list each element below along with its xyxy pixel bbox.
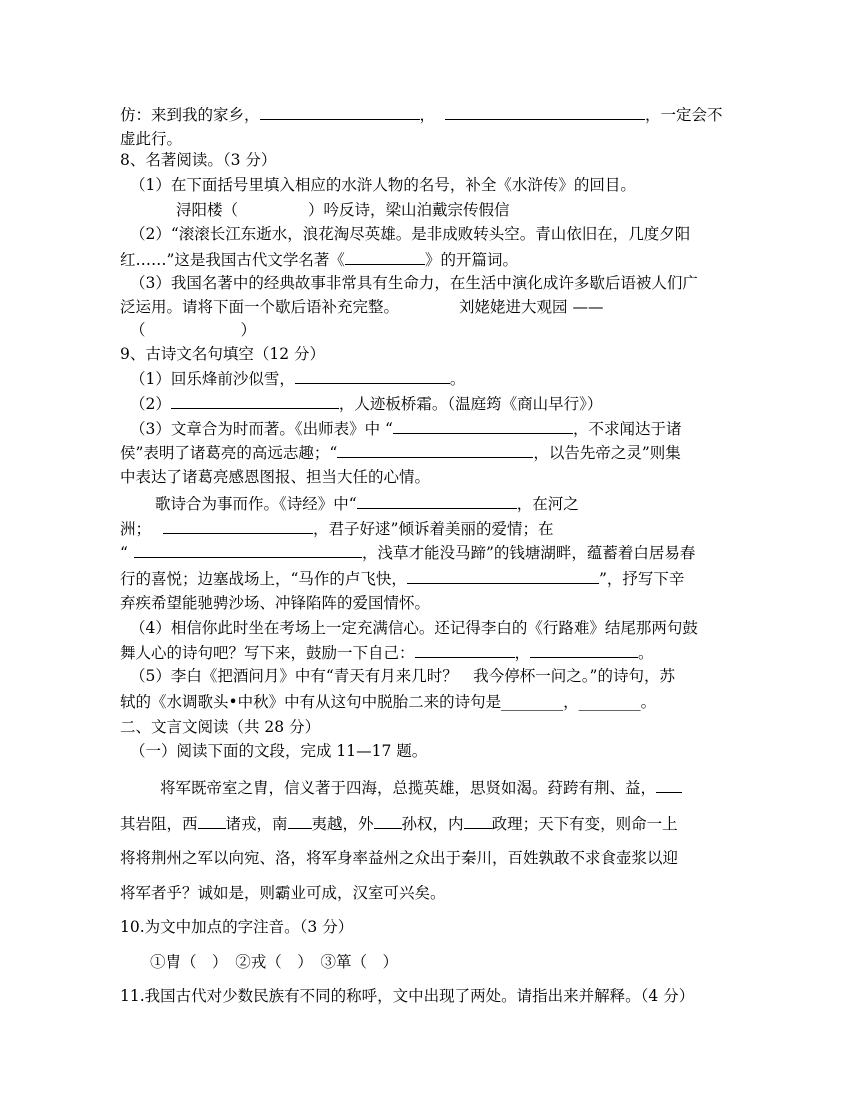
text-line: （3）我国名著中的经典故事非常具有生命力，在生活中演化成许多歇后语被人们广: [130, 274, 698, 292]
answer-blank[interactable]: [260, 102, 420, 120]
text-line: ①胄（ ） ②戎（ ） ③箪（ ）: [150, 953, 399, 971]
text-line: （3）文章合为时而著。《出师表》中 “ ，不求闻达于诸: [130, 416, 755, 441]
answer-blank[interactable]: [464, 811, 492, 829]
question-heading: 8、名著阅读。（3 分）: [120, 151, 277, 169]
text-line: （2）“滚滚长江东逝水，浪花淘尽英雄。是非成败转头空。青山依旧在，几度夕阳: [130, 225, 691, 243]
question-heading: 11.我国古代对少数民族有不同的称呼，文中出现了两处。请指出来并解释。（4 分）: [120, 987, 695, 1005]
answer-blank[interactable]: [198, 811, 226, 829]
answer-blank[interactable]: [163, 516, 313, 534]
answer-blank[interactable]: [134, 540, 362, 558]
text-line: 洲； ，君子好逑”倾诉着美丽的爱情；在: [120, 516, 745, 541]
question-heading: 10.为文中加点的字注音。（3 分）: [120, 918, 354, 936]
text-line: 虚此行。: [120, 130, 183, 148]
section-heading: 二、文言文阅读（共 28 分）: [120, 718, 321, 736]
passage-line: 将军者乎？诚如是，则霸业可成，汉室可兴矣。: [120, 884, 446, 902]
answer-blank[interactable]: [357, 491, 517, 509]
text-line: 红……”这是我国古代文学名著《 》的开篇词。: [120, 247, 745, 272]
text-line: 舞人心的诗句吧？写下来，鼓励一下自己： ， 。: [120, 640, 745, 665]
answer-blank[interactable]: [345, 247, 425, 265]
passage-line: 将将荆州之军以向宛、洛，将军身率益州之众出于秦川，百姓孰敢不求食壶浆以迎: [120, 849, 679, 867]
passage-line: 将军既帝室之胄，信义著于四海，总揽英雄，思贤如渴。荮跨有荆、益，: [160, 775, 785, 800]
answer-blank[interactable]: [393, 416, 573, 434]
text-line: （ ）: [130, 321, 257, 339]
text-line: （一）阅读下面的文段，完成 11—17 题。: [130, 742, 428, 760]
text-line: 歌诗合为事而作。《诗经》中“ ，在河之: [155, 491, 780, 516]
answer-blank[interactable]: [445, 102, 645, 120]
answer-blank[interactable]: [415, 640, 515, 658]
text-line: 轼的《水调歌头•中秋》中有从这句中脱胎二来的诗句是________，________。: [120, 693, 657, 711]
text-line: 中表达了诸葛亮感恩图报、担当大任的心情。: [120, 468, 431, 486]
answer-blank[interactable]: [656, 775, 682, 793]
text-line: 侯”表明了诸葛亮的高远志趣；“ ，以告先帝之灵”则集: [120, 440, 745, 465]
text-line: （1）在下面括号里填入相应的水浒人物的名号，补全《水浒传》的回目。: [130, 176, 636, 194]
answer-blank[interactable]: [374, 811, 402, 829]
answer-blank[interactable]: [337, 440, 533, 458]
text-line: （4）相信你此时坐在考场上一定充满信心。还记得李白的《行路难》结尾那两句鼓: [130, 619, 698, 637]
passage-line: 其岩阻，西 诸戎，南 夷越，外 孙权，内 政理；天下有变，则命一上: [120, 811, 745, 836]
text-line: 仿：来到我的家乡， ， ，一定会不: [120, 102, 745, 127]
answer-blank[interactable]: [530, 640, 638, 658]
text-line: “ ，浅草才能没马蹄”的钱塘湖畔，蕴蓄着白居易春: [120, 540, 745, 565]
answer-blank[interactable]: [407, 566, 599, 584]
text-line: 泛运用。请将下面一个歇后语补充完整。 刘姥姥进大观园 ——: [120, 298, 604, 316]
text-line: 浔阳楼（ ）吟反诗，梁山泊戴宗传假信: [176, 201, 510, 219]
text-line: （2） ，人迹板桥霜。（温庭筠《商山早行》）: [130, 391, 755, 416]
text-line: （1）回乐烽前沙似雪， 。: [130, 366, 755, 391]
question-heading: 9、古诗文名句填空（12 分）: [120, 345, 326, 363]
text-line: 弃疾希望能驰骋沙场、冲锋陷阵的爱国情怀。: [120, 594, 431, 612]
text-line: 行的喜悦；边塞战场上，“马作的卢飞快， ”，抒写下辛: [120, 566, 745, 591]
answer-blank[interactable]: [171, 391, 339, 409]
text-line: （5）李白《把酒问月》中有“青天有月来几时？ 我今停杯一问之。”的诗句，苏: [130, 667, 675, 685]
answer-blank[interactable]: [288, 811, 312, 829]
answer-blank[interactable]: [295, 366, 450, 384]
